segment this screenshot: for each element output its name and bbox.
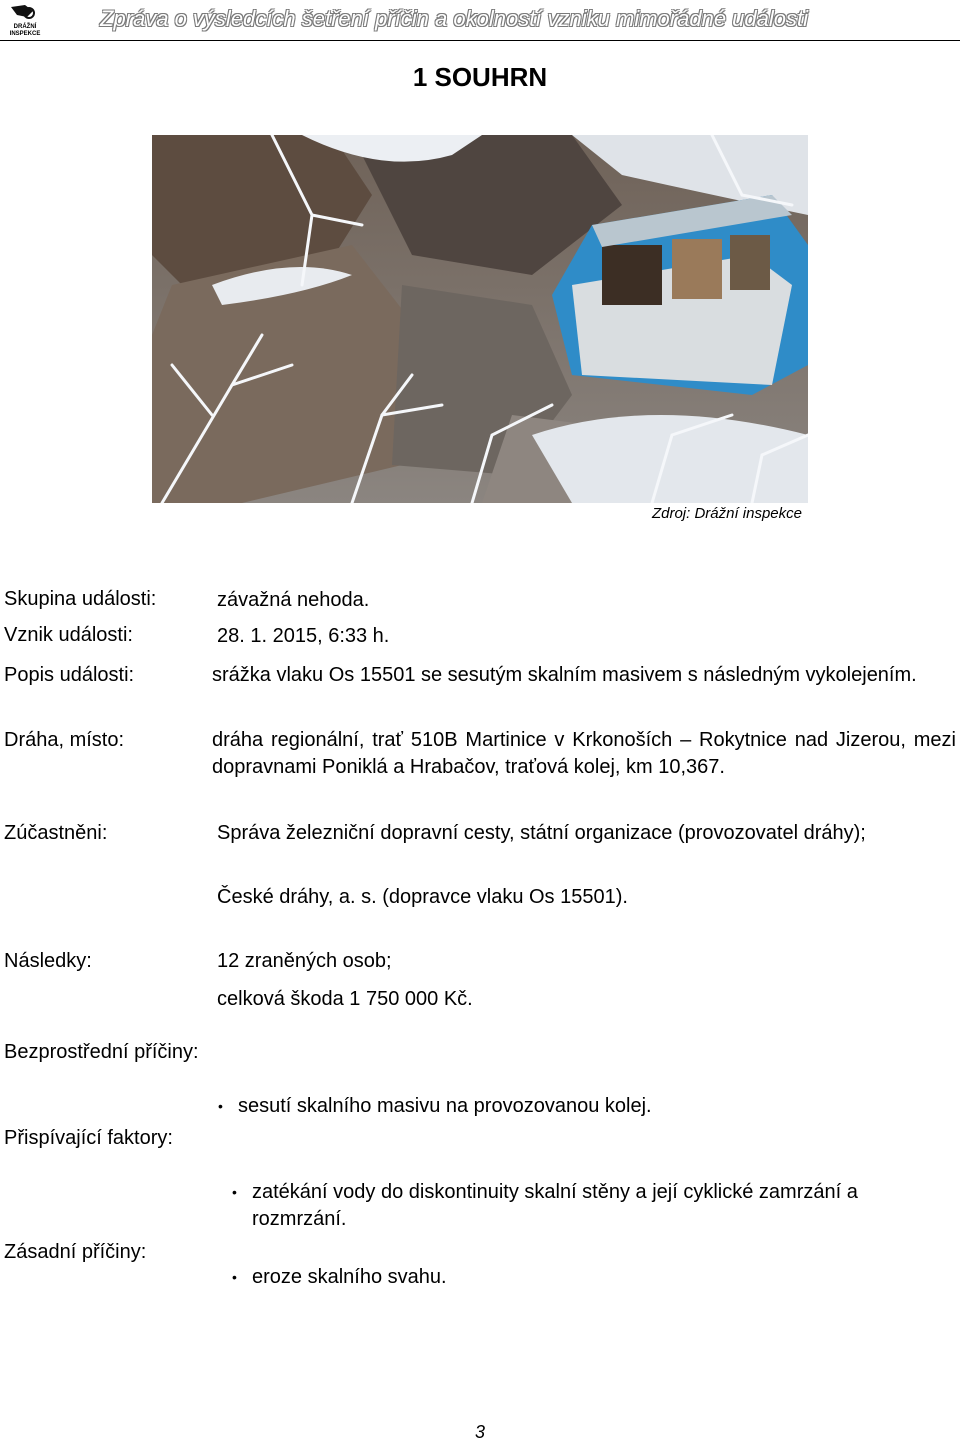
label-skupina: Skupina události: [4, 588, 157, 610]
label-vznik: Vznik události: [4, 624, 133, 646]
section-heading: 1 SOUHRN [412, 62, 548, 92]
value-zucastneni-2: České dráhy, a. s. (dopravce vlaku Os 15501). [217, 886, 628, 908]
label-nasledky: Následky: [4, 950, 92, 972]
list-item: • sesutí skalního masivu na provozovanou kolej. [218, 1093, 956, 1120]
bezprostredni-list [218, 1093, 956, 1120]
list-item: • eroze skalního svahu. [232, 1264, 956, 1291]
page-header [0, 0, 960, 41]
zasadni-list [232, 1179, 956, 1291]
label-zasadni: Zásadní příčiny: [4, 1241, 147, 1263]
value-popis: srážka vlaku Os 15501 se sesutým skalním masivem s následným vykolejením. [212, 664, 917, 686]
drazni-inspekce-logo [3, 3, 47, 37]
label-draha: Dráha, místo: [4, 729, 125, 751]
svg-text:DRÁŽNÍ: DRÁŽNÍ [13, 24, 37, 30]
value-nasledky-1: 12 zraněných osob; [217, 950, 392, 972]
page-number: 3 [474, 1422, 485, 1442]
label-popis: Popis události: [4, 664, 135, 686]
list-item: • zatékání vody do diskontinuity skalní stěny a její cyklické zamrzání a rozmrzání. [232, 1179, 956, 1233]
value-zucastneni-1: Správa železniční dopravní cesty, státní organizace (provozovatel dráhy); [217, 822, 866, 844]
value-draha: dráha regionální, trať 510B Martinice v Krkonoších – Rokytnice nad Jizerou, mezi dopravnami Poniklá a Hrabačov, traťová kolej, km 10,367. [212, 729, 956, 778]
value-vznik: 28. 1. 2015, 6:33 h. [217, 625, 390, 647]
svg-text:INSPEKCE: INSPEKCE [9, 31, 41, 37]
value-skupina: závažná nehoda. [217, 589, 370, 611]
label-zucastneni: Zúčastněni: [4, 822, 108, 844]
header-title: Zpráva o výsledcích šetření příčin a okolností vzniku mimořádné události [100, 6, 808, 31]
photo-caption: Zdroj: Drážní inspekce [651, 505, 802, 522]
value-nasledky-2: celková škoda 1 750 000 Kč. [217, 988, 473, 1010]
accident-photo [152, 135, 808, 503]
label-bezprostredni: Bezprostřední příčiny: [4, 1041, 199, 1063]
label-prispivajici: Přispívající faktory: [4, 1127, 173, 1149]
